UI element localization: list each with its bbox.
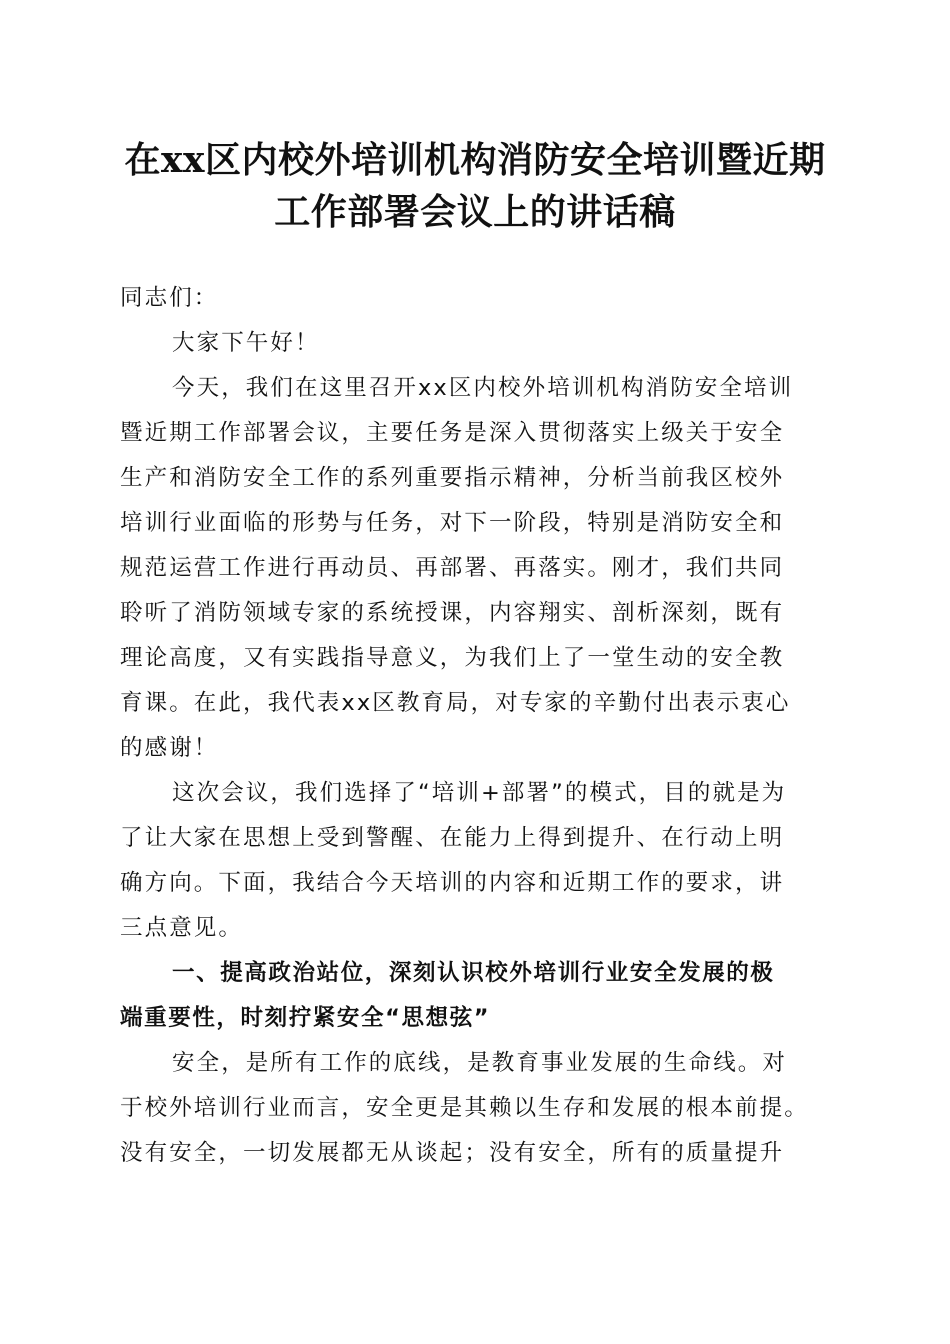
paragraph-line: 理论高度，又有实践指导意义，为我们上了一堂生动的安全教	[120, 645, 785, 671]
document-title	[100, 134, 850, 238]
paragraph-line: 这次会议，我们选择了“培训+部署”的模式，目的就是为	[172, 780, 787, 806]
paragraph-line: 没有安全，一切发展都无从谈起；没有安全，所有的质量提升	[120, 1140, 785, 1166]
paragraph-line: 确方向。下面，我结合今天培训的内容和近期工作的要求，讲	[120, 870, 785, 896]
paragraph-line: 于校外培训行业而言，安全更是其赖以生存和发展的根本前提。	[120, 1095, 809, 1121]
heading-line: 端重要性，时刻拧紧安全“思想弦”	[120, 1005, 491, 1031]
greeting: 大家下午好！	[172, 330, 320, 356]
paragraph-line: 聆听了消防领域专家的系统授课，内容翔实、剖析深刻，既有	[120, 600, 785, 626]
salutation: 同志们：	[120, 285, 219, 311]
paragraph-line: 育课。在此，我代表xx区教育局，对专家的辛勤付出表示衷心	[120, 690, 791, 716]
title-line: 在xx区内校外培训机构消防安全培训暨近期	[124, 139, 826, 181]
section-heading-1	[120, 951, 840, 1041]
paragraph-line: 生产和消防安全工作的系列重要指示精神，分析当前我区校外	[120, 465, 785, 491]
paragraph-line: 暨近期工作部署会议，主要任务是深入贯彻落实上级关于安全	[120, 420, 785, 446]
paragraph-safety	[120, 1041, 840, 1176]
paragraph-line: 安全，是所有工作的底线，是教育事业发展的生命线。对	[172, 1050, 788, 1076]
paragraph-line: 了让大家在思想上受到警醒、在能力上得到提升、在行动上明	[120, 825, 785, 851]
paragraph-meeting-purpose	[120, 771, 840, 951]
paragraph-line: 今天，我们在这里召开xx区内校外培训机构消防安全培训	[172, 375, 794, 401]
paragraph-line: 的感谢！	[120, 735, 219, 761]
paragraph-opening	[120, 366, 840, 771]
document-body	[120, 276, 840, 1176]
title-line: 工作部署会议上的讲话稿	[274, 191, 676, 233]
paragraph-line: 规范运营工作进行再动员、再部署、再落实。刚才，我们共同	[120, 555, 785, 581]
paragraph-line: 培训行业面临的形势与任务，对下一阶段，特别是消防安全和	[120, 510, 785, 536]
heading-line: 一、提高政治站位，深刻认识校外培训行业安全发展的极	[172, 960, 775, 986]
paragraph-line: 三点意见。	[120, 915, 244, 941]
